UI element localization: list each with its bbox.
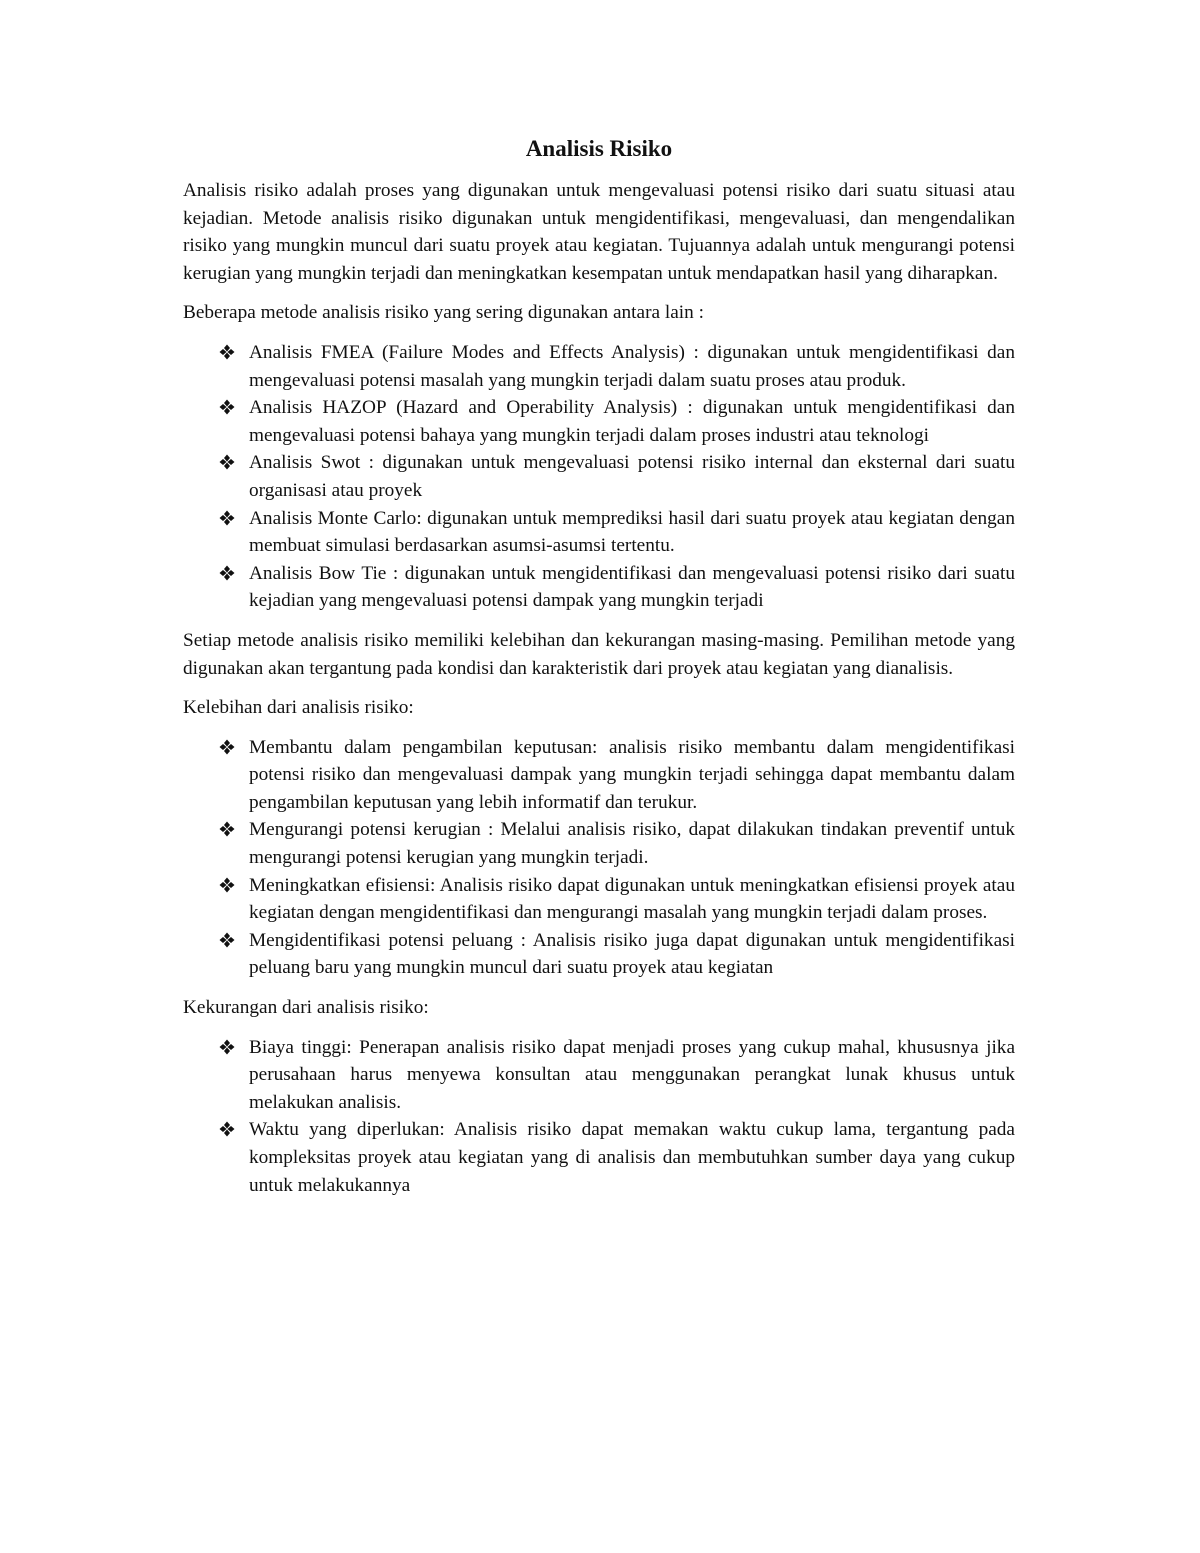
- four-diamond-bullet-icon: [219, 1039, 235, 1055]
- document-page: [183, 133, 1015, 1211]
- list-item: [183, 1034, 1015, 1117]
- list-item-text: Analisis FMEA (Failure Modes and Effects Analysis) : digunakan untuk mengidentifikasi dan mengevaluasi potensi masalah yang mungkin terjadi dalam suatu proses atau produk.: [249, 341, 1015, 391]
- list-item-text: Analisis Bow Tie : digunakan untuk mengidentifikasi dan mengevaluasi potensi risiko dari suatu kejadian yang mengevaluasi potensi dampak yang mungkin terjadi: [249, 562, 1015, 612]
- methods-list: [183, 339, 1015, 615]
- disadvantages-list: [183, 1034, 1015, 1200]
- list-item-text: Waktu yang diperlukan: Analisis risiko dapat memakan waktu cukup lama, tergantung pada kompleksitas proyek atau kegiatan yang di analisis dan membutuhkan sumber daya yang cukup untuk melakukannya: [249, 1119, 1015, 1196]
- four-diamond-bullet-icon: [219, 454, 235, 470]
- four-diamond-bullet-icon: [219, 399, 235, 415]
- selection-paragraph: Setiap metode analisis risiko memiliki kelebihan dan kekurangan masing-masing. Pemilihan metode yang digunakan akan tergantung pada kondisi dan karakteristik dari proyek atau kegiatan yang dianalisis.: [183, 629, 1015, 679]
- advantages-heading: Kelebihan dari analisis risiko:: [183, 697, 414, 719]
- methods-intro: Beberapa metode analisis risiko yang sering digunakan antara lain :: [183, 302, 704, 324]
- list-item-text: Biaya tinggi: Penerapan analisis risiko dapat menjadi proses yang cukup mahal, khususnya jika perusahaan harus menyewa konsultan atau menggunakan perangkat lunak khusus untuk melakukan analisis.: [249, 1036, 1015, 1113]
- list-item-text: Analisis HAZOP (Hazard and Operability Analysis) : digunakan untuk mengidentifikasi dan mengevaluasi potensi bahaya yang mungkin terjadi dalam proses industri atau teknologi: [249, 397, 1015, 446]
- list-item-text: Meningkatkan efisiensi: Analisis risiko dapat digunakan untuk meningkatkan efisiensi proyek atau kegiatan dengan mengidentifikasi dan mengurangi masalah yang mungkin terjadi dalam proses.: [249, 874, 1015, 924]
- list-item: [183, 394, 1015, 449]
- four-diamond-bullet-icon: [219, 344, 235, 360]
- intro-paragraph: Analisis risiko adalah proses yang digunakan untuk mengevaluasi potensi risiko dari suatu situasi atau kejadian. Metode analisis risiko digunakan untuk mengidentifikasi, mengevaluasi, dan mengendalikan risiko yang mungkin muncul dari suatu proyek atau kegiatan. Tujuannya adalah untuk mengurangi potensi kerugian yang mungkin terjadi dan meningkatkan kesempatan untuk mendapatkan hasil yang diharapkan.: [183, 180, 1015, 284]
- document-title: Analisis Risiko: [525, 136, 673, 161]
- disadvantages-heading: Kekurangan dari analisis risiko:: [183, 997, 429, 1019]
- list-item: [183, 560, 1015, 615]
- list-item-text: Analisis Monte Carlo: digunakan untuk memprediksi hasil dari suatu proyek atau kegiatan dengan membuat simulasi berdasarkan asumsi-asumsi tertentu.: [249, 507, 1015, 557]
- four-diamond-bullet-icon: [219, 510, 235, 526]
- advantages-list: [183, 734, 1015, 982]
- list-item: [183, 1116, 1015, 1199]
- list-item-text: Analisis Swot : digunakan untuk mengevaluasi potensi risiko internal dan eksternal dari suatu organisasi atau proyek: [249, 452, 1015, 501]
- list-item: [183, 449, 1015, 504]
- four-diamond-bullet-icon: [219, 739, 235, 755]
- four-diamond-bullet-icon: [219, 877, 235, 893]
- four-diamond-bullet-icon: [219, 821, 235, 837]
- list-item: [183, 339, 1015, 394]
- list-item-text: Mengurangi potensi kerugian : Melalui analisis risiko, dapat dilakukan tindakan preventif untuk mengurangi potensi kerugian yang mungkin terjadi.: [249, 819, 1015, 869]
- list-item: [183, 505, 1015, 560]
- four-diamond-bullet-icon: [219, 1121, 235, 1137]
- list-item-text: Membantu dalam pengambilan keputusan: analisis risiko membantu dalam mengidentifikasi potensi risiko dan mengevaluasi dampak yang mungkin terjadi sehingga dapat membantu dalam pengambilan keputusan yang lebih informatif dan terukur.: [249, 736, 1015, 813]
- list-item: [183, 872, 1015, 927]
- four-diamond-bullet-icon: [219, 932, 235, 948]
- list-item: [183, 927, 1015, 982]
- list-item: [183, 816, 1015, 871]
- list-item: [183, 734, 1015, 817]
- four-diamond-bullet-icon: [219, 565, 235, 581]
- list-item-text: Mengidentifikasi potensi peluang : Analisis risiko juga dapat digunakan untuk mengidentifikasi peluang baru yang mungkin muncul dari suatu proyek atau kegiatan: [249, 929, 1015, 979]
